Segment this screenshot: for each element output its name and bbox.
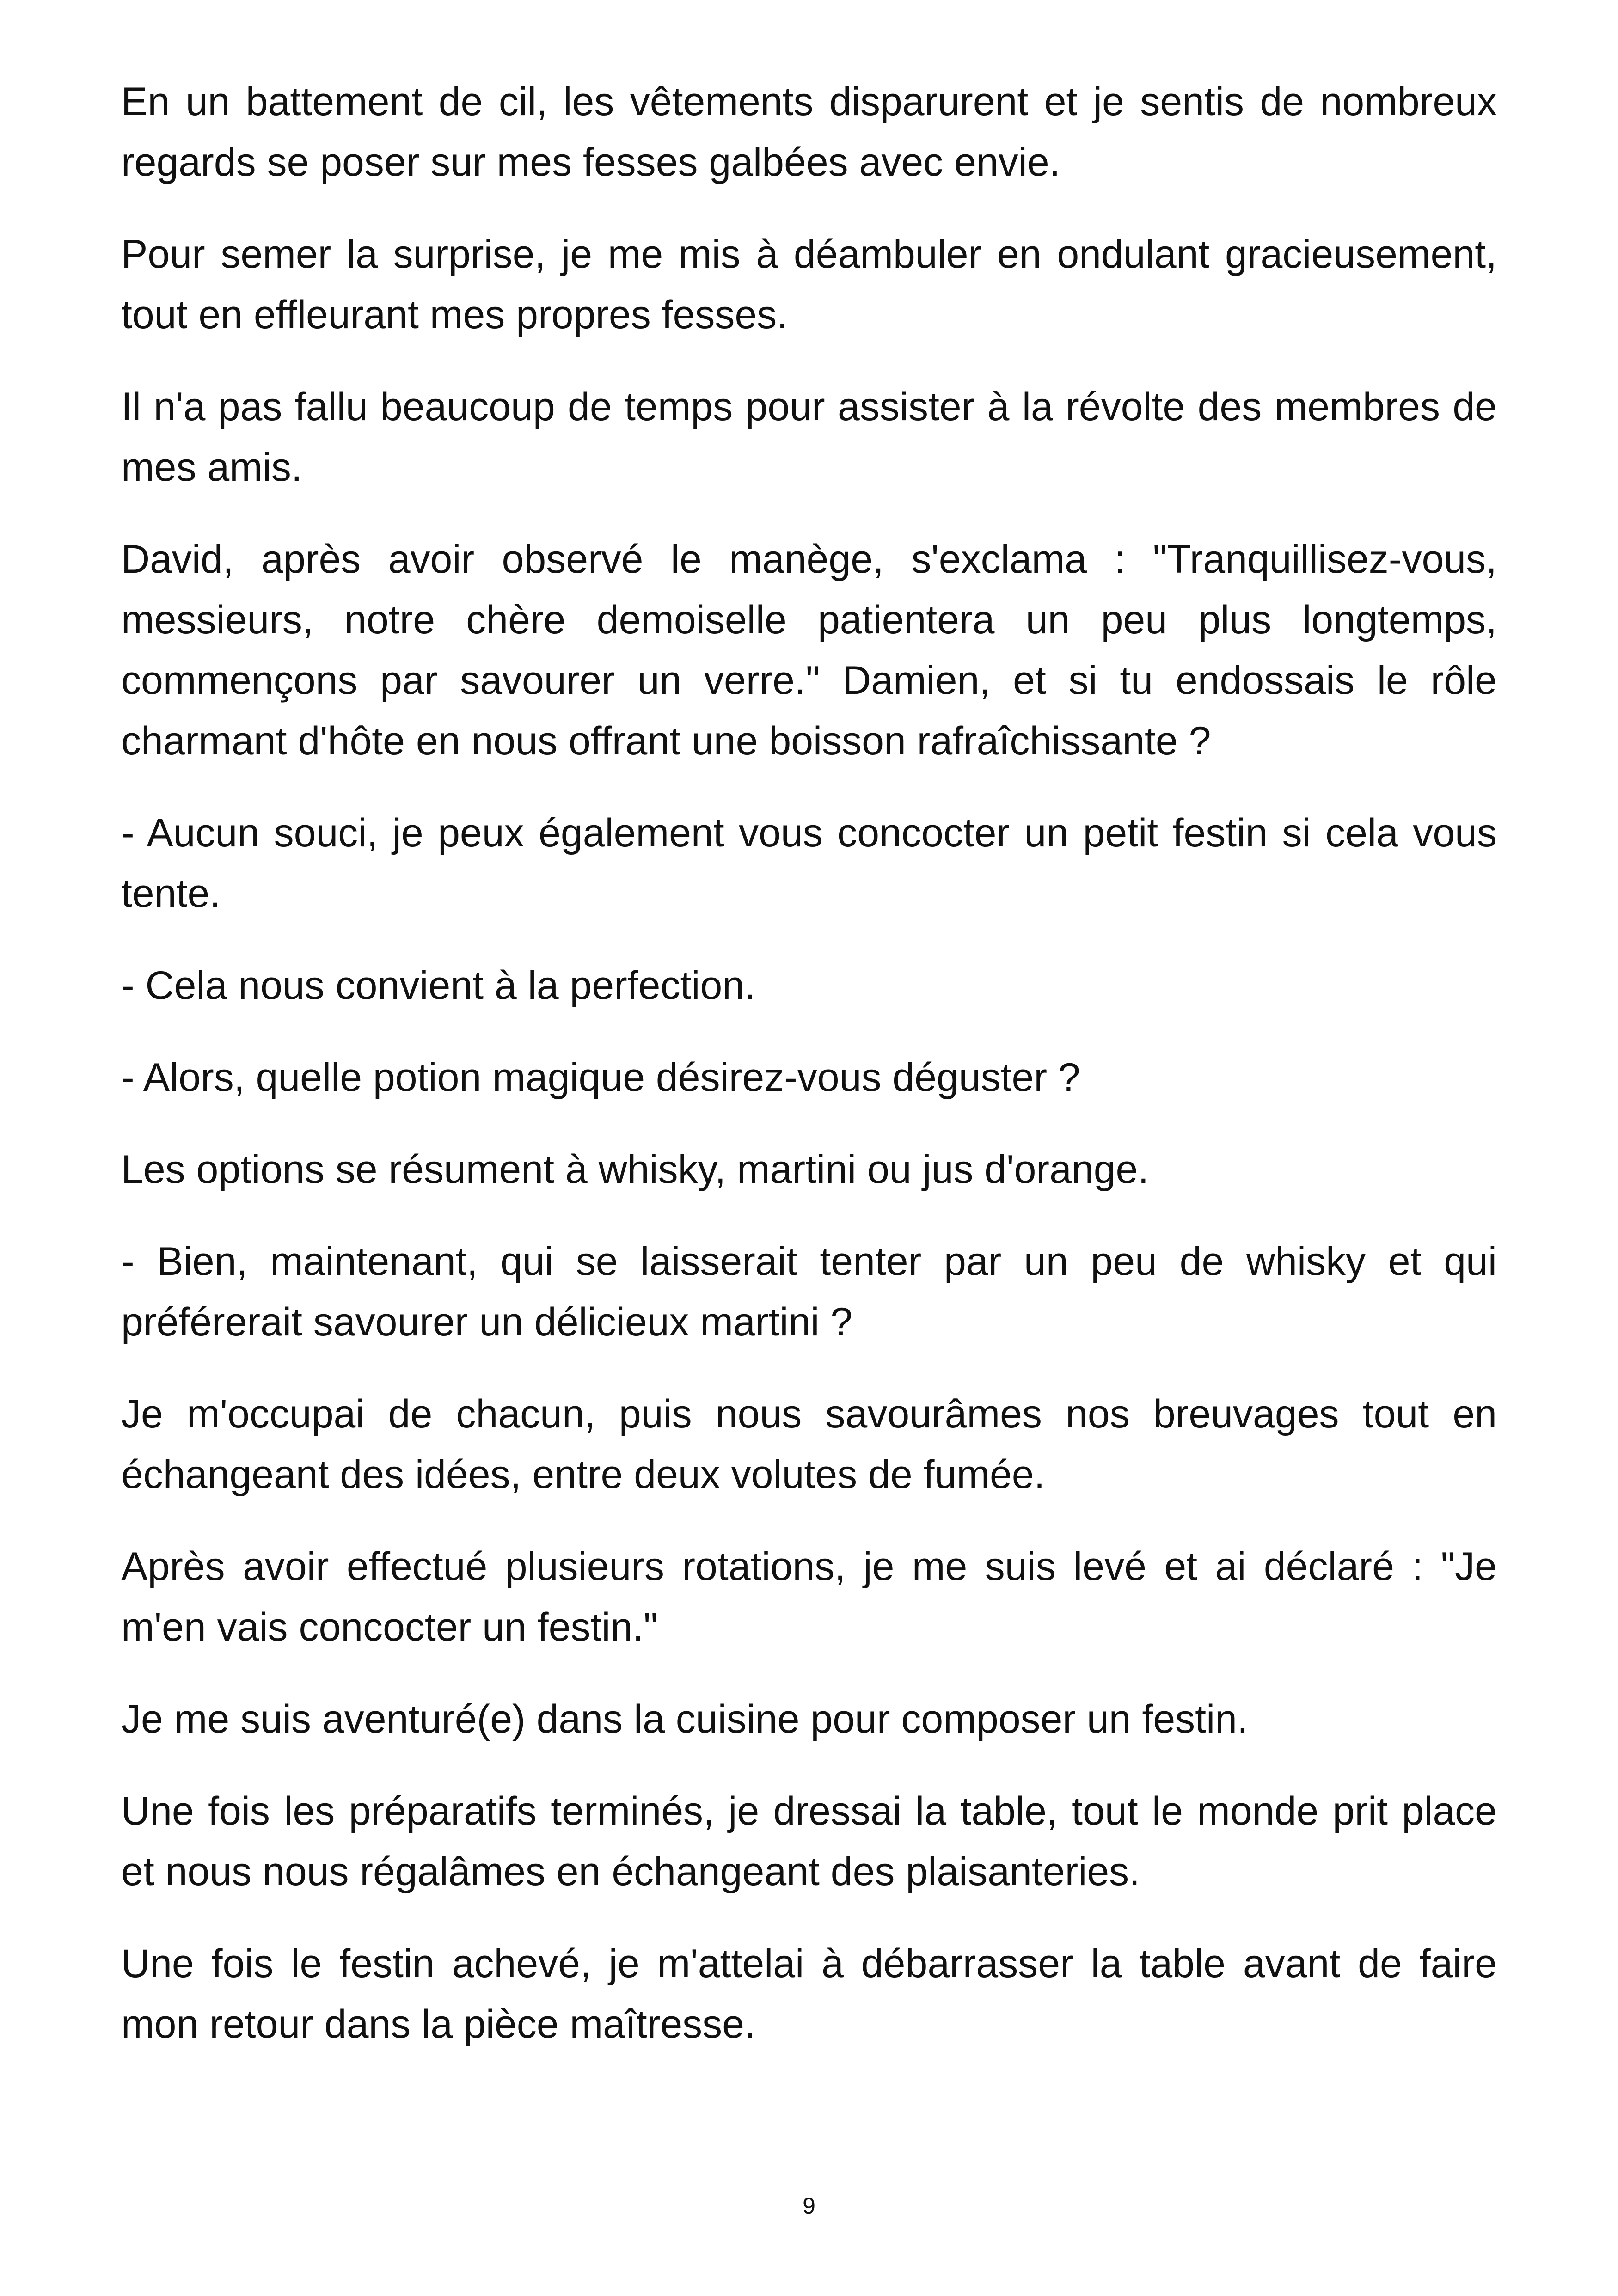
paragraph: En un battement de cil, les vêtements disparurent et je sentis de nombreux regards se poser sur mes fesses galbées avec envie. <box>121 80 1497 184</box>
page-number: 9 <box>803 2193 815 2219</box>
dialogue-line: - Cela nous convient à la perfection. <box>121 963 756 1008</box>
paragraph: Une fois le festin achevé, je m'attelai à débarrasser la table avant de faire mon retour dans la pièce maîtresse. <box>121 1941 1497 2046</box>
dialogue-line: - Alors, quelle potion magique désirez-vous déguster ? <box>121 1055 1080 1100</box>
paragraph: Je m'occupai de chacun, puis nous savourâmes nos breuvages tout en échangeant des idées, entre deux volutes de fumée. <box>121 1392 1497 1497</box>
paragraph: Les options se résument à whisky, martini ou jus d'orange. <box>121 1147 1149 1192</box>
paragraph: Il n'a pas fallu beaucoup de temps pour assister à la révolte des membres de mes amis. <box>121 385 1497 490</box>
paragraph: Je me suis aventuré(e) dans la cuisine pour composer un festin. <box>121 1697 1248 1741</box>
body-text <box>121 72 1497 2086</box>
paragraph: Une fois les préparatifs terminés, je dressai la table, tout le monde prit place et nous nous régalâmes en échangeant des plaisanteries. <box>121 1789 1497 1894</box>
dialogue-line: - Bien, maintenant, qui se laisserait tenter par un peu de whisky et qui préférerait savourer un délicieux martini ? <box>121 1239 1497 1344</box>
paragraph: Pour semer la surprise, je me mis à déambuler en ondulant gracieusement, tout en effleurant mes propres fesses. <box>121 232 1497 337</box>
dialogue-line: - Aucun souci, je peux également vous concocter un petit festin si cela vous tente. <box>121 811 1497 916</box>
paragraph: Après avoir effectué plusieurs rotations, je me suis levé et ai déclaré : "Je m'en vais concocter un festin." <box>121 1544 1497 1649</box>
paragraph: David, après avoir observé le manège, s'exclama : "Tranquillisez-vous, messieurs, notre chère demoiselle patientera un peu plus longtemps, commençons par savourer un verre." Damien, et si tu endossais le rôle charmant d'hôte en nous offrant une boisson rafraîchissante ? <box>121 537 1497 763</box>
